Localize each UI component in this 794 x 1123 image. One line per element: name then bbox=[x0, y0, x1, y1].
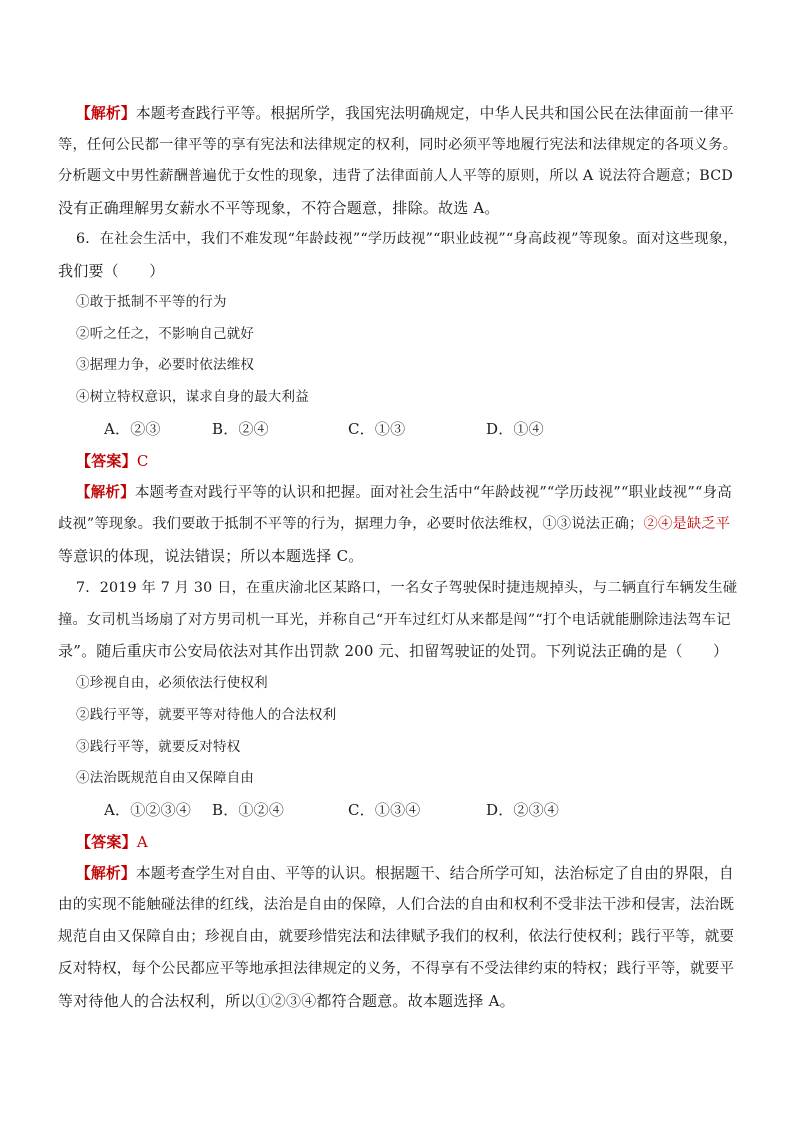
question-6-analysis bbox=[76, 483, 732, 503]
question-7-choice-d: D．②③④ bbox=[486, 801, 560, 819]
answer-value: C bbox=[136, 452, 149, 470]
question-6-stem: 我们要（ ） bbox=[58, 262, 165, 280]
answer-tag: 【答案】 bbox=[76, 452, 137, 470]
answer-tag: 【答案】 bbox=[76, 833, 137, 851]
analysis-text: 等对待他人的合法权利，所以①②③④都符合题意。故本题选择 A。 bbox=[58, 992, 515, 1010]
analysis-text: 本题考查学生对自由、平等的认识。根据题干、结合所学可知，法治标定了自由的界限，自 bbox=[135, 865, 734, 882]
analysis-text: 本题考查对践行平等的认识和把握。面对社会生活中“年龄歧视”“学历歧视”“职业歧视”“身高 bbox=[134, 485, 732, 501]
analysis-tag: 【解析】 bbox=[76, 865, 136, 882]
question-6-choice-c: C．①③ bbox=[348, 420, 406, 438]
analysis-text: 由的实现不能触碰法律的红线，法治是自由的保障，人们合法的自由和权利不受非法干涉和侵害，法治既 bbox=[58, 897, 735, 913]
question-6-item: ③据理力争，必要时依法维权 bbox=[76, 357, 255, 373]
question-6-choice-d: D．①④ bbox=[486, 420, 544, 438]
analysis-text: 本题考查践行平等。根据所学，我国宪法明确规定，中华人民共和国公民在法律面前一律平 bbox=[135, 105, 734, 122]
question-7-stem: 7．2019 年 7 月 30 日，在重庆渝北区某路口，一名女子驾驶保时捷违规掉头，与二辆直行车辆发生碰 bbox=[76, 580, 738, 596]
question-6-choice-a: A．②③ bbox=[104, 420, 161, 438]
question-6-answer bbox=[76, 451, 149, 471]
question-6-choice-b: B．②④ bbox=[212, 420, 269, 438]
question-7-answer bbox=[76, 832, 148, 852]
question-7-choice-b: B．①②④ bbox=[212, 801, 285, 819]
question-6-stem: 6．在社会生活中，我们不难发现“年龄歧视”“学历歧视”“职业歧视”“身高歧视”等现象。面对这些现象， bbox=[76, 231, 738, 247]
question-6-item: ④树立特权意识，谋求自身的最大利益 bbox=[76, 389, 309, 405]
analysis-text: 等，任何公民都一律平等的享有宪法和法律规定的权利，同时必须平等地履行宪法和法律规定的各项义务。 bbox=[58, 137, 738, 153]
answer-value: A bbox=[136, 833, 148, 851]
question-7-item: ④法治既规范自由又保障自由 bbox=[76, 770, 255, 786]
analysis-text: 规范自由又保障自由；珍视自由，就要珍惜宪法和法律赋予我们的权利，依法行使权利；践行平等，就要 bbox=[58, 929, 735, 945]
question-7-item: ②践行平等，就要平等对待他人的合法权利 bbox=[76, 707, 337, 723]
question-7-stem: 撞。女司机当场扇了对方男司机一耳光，并称自己“开车过红灯从来都是闯”“打个电话就能删除违法驾车记 bbox=[58, 612, 731, 628]
question-7-analysis bbox=[76, 864, 734, 884]
analysis-line bbox=[76, 104, 734, 124]
question-6-item: ①敢于抵制不平等的行为 bbox=[76, 294, 227, 310]
analysis-tag: 【解析】 bbox=[76, 484, 135, 501]
analysis-text: 反对特权，每个公民都应平等地承担法律规定的义务，不得享有不受法律约束的特权；践行平等，就要平 bbox=[58, 961, 735, 977]
analysis-text-highlight: ②④是缺乏平 bbox=[643, 516, 731, 532]
analysis-text: 等意识的体现，说法错误；所以本题选择 C。 bbox=[58, 547, 364, 565]
analysis-text: 没有正确理解男女薪水不平等现象，不符合题意，排除。故选 A。 bbox=[58, 199, 500, 217]
question-7-choice-a: A．①②③④ bbox=[104, 801, 192, 819]
question-6-item: ②听之任之，不影响自己就好 bbox=[76, 326, 255, 342]
question-6-analysis bbox=[58, 514, 730, 534]
question-7-stem: 录”。随后重庆市公安局依法对其作出罚款 200 元、扣留驾驶证的处罚。下列说法正确的是（ ） bbox=[58, 642, 729, 660]
analysis-tag: 【解析】 bbox=[76, 105, 136, 122]
analysis-text: 分析题文中男性薪酬普遍优于女性的现象，违背了法律面前人人平等的原则，所以 A 说法符合题意；BCD bbox=[58, 168, 733, 184]
question-7-choice-c: C．①③④ bbox=[348, 801, 421, 819]
question-7-item: ①珍视自由，必须依法行使权利 bbox=[76, 675, 268, 691]
question-7-item: ③践行平等，就要反对特权 bbox=[76, 739, 241, 755]
analysis-text: 歧视”等现象。我们要敢于抵制不平等的行为，据理力争，必要时依法维权，①③说法正确； bbox=[58, 516, 644, 532]
